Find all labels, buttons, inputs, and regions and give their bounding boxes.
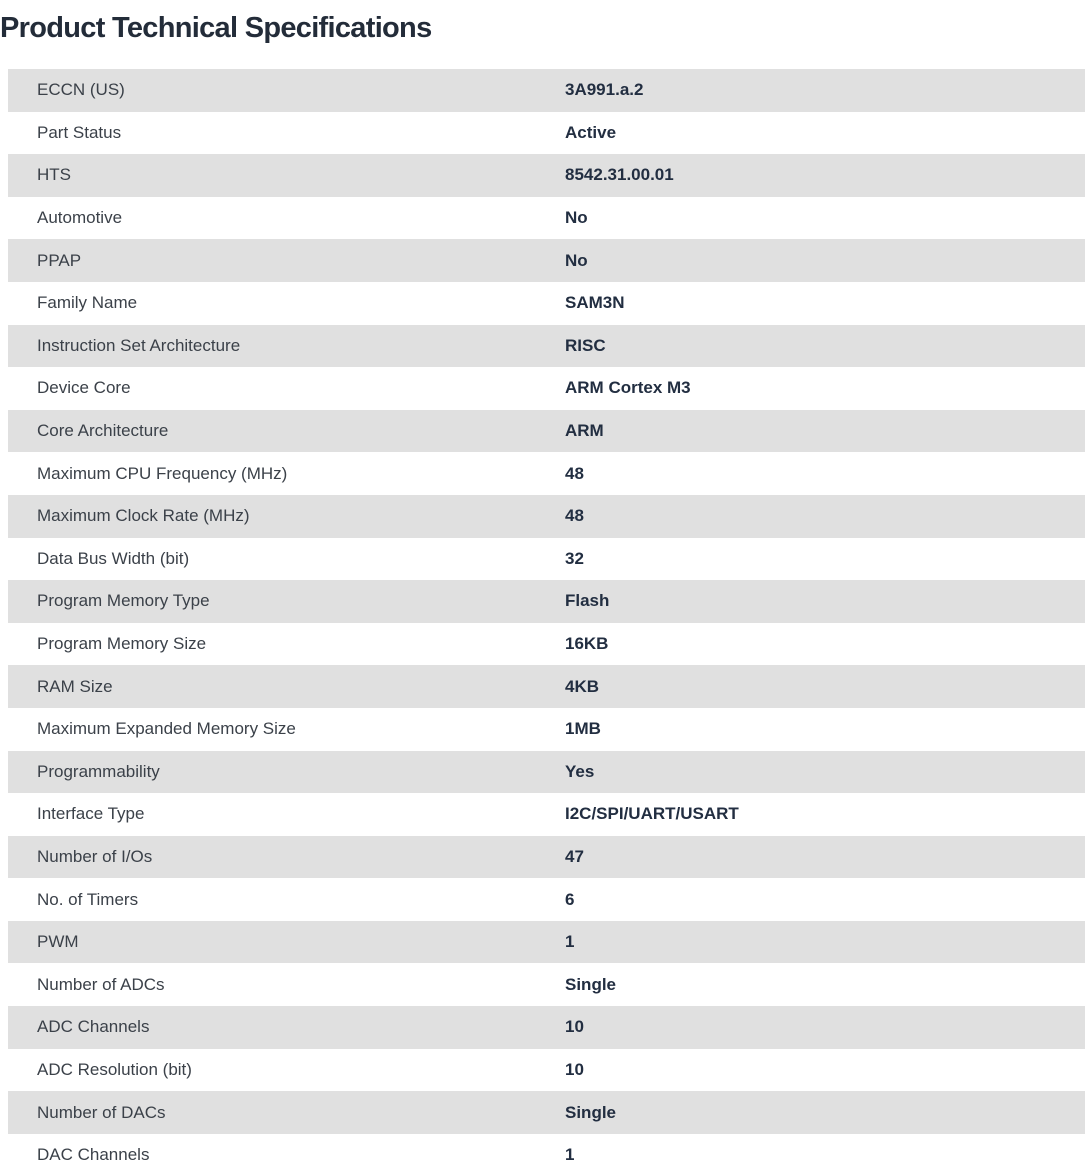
spec-row [8,836,1085,879]
page-title: Product Technical Specifications [0,12,432,44]
spec-row [8,1091,1085,1134]
spec-row [8,665,1085,708]
spec-label: Device Core [37,378,131,398]
spec-label: Program Memory Type [37,591,210,611]
spec-label: PPAP [37,250,82,270]
spec-row [8,1049,1085,1092]
spec-value: No [565,250,588,270]
spec-label: Number of I/Os [37,846,153,866]
spec-row [8,282,1085,325]
spec-label: ADC Resolution (bit) [37,1059,192,1079]
spec-label: Part Status [37,122,122,142]
spec-value: No [565,208,588,228]
spec-label: PWM [37,932,79,952]
spec-row [8,708,1085,751]
spec-label: Data Bus Width (bit) [37,548,190,568]
spec-value: Single [565,974,617,994]
spec-row [8,878,1085,921]
spec-label: RAM Size [37,676,113,696]
spec-row [8,154,1085,197]
spec-label: Core Architecture [37,421,169,441]
spec-label: Instruction Set Architecture [37,335,241,355]
spec-value: Flash [565,591,610,611]
spec-label: Programmability [37,761,160,781]
spec-value: 1MB [565,719,601,739]
spec-label: Program Memory Size [37,634,207,654]
spec-value: Yes [565,761,595,781]
spec-label: No. of Timers [37,889,139,909]
spec-value: 1 [565,932,575,952]
spec-value: Active [565,122,617,142]
spec-value: Single [565,1102,617,1122]
spec-row [8,239,1085,282]
spec-row [8,452,1085,495]
spec-row [8,325,1085,368]
spec-label: Maximum CPU Frequency (MHz) [37,463,288,483]
spec-value: SAM3N [565,293,625,313]
spec-label: HTS [37,165,71,185]
spec-row [8,538,1085,581]
spec-label: Interface Type [37,804,145,824]
spec-row [8,1134,1085,1172]
spec-row [8,963,1085,1006]
spec-label: Automotive [37,208,123,228]
spec-row [8,410,1085,453]
spec-label: Maximum Clock Rate (MHz) [37,506,250,526]
spec-row [8,921,1085,964]
spec-label: Number of ADCs [37,974,165,994]
spec-value: 4KB [565,676,600,696]
spec-row [8,197,1085,240]
spec-row [8,112,1085,155]
spec-value: I2C/SPI/UART/USART [565,804,739,824]
spec-value: 8542.31.00.01 [565,165,674,185]
spec-table [8,69,1085,1172]
spec-label: Family Name [37,293,138,313]
spec-value: 1 [565,1145,575,1165]
spec-value: 6 [565,889,575,909]
spec-label: Maximum Expanded Memory Size [37,719,296,739]
spec-value: 47 [565,846,584,866]
spec-row [8,495,1085,538]
spec-row [8,623,1085,666]
spec-value: ARM Cortex M3 [565,378,691,398]
spec-row [8,580,1085,623]
spec-value: 48 [565,506,584,526]
spec-row [8,367,1085,410]
spec-row [8,1006,1085,1049]
spec-label: ECCN (US) [37,80,125,100]
spec-label: ADC Channels [37,1017,150,1037]
spec-value: ARM [565,421,604,441]
spec-label: Number of DACs [37,1102,166,1122]
spec-value: RISC [565,335,606,355]
spec-value: 3A991.a.2 [565,80,644,100]
spec-value: 32 [565,548,584,568]
spec-value: 16KB [565,634,609,654]
spec-row [8,793,1085,836]
spec-value: 10 [565,1017,584,1037]
spec-value: 48 [565,463,584,483]
spec-label: DAC Channels [37,1145,150,1165]
spec-value: 10 [565,1059,584,1079]
spec-row [8,751,1085,794]
spec-row [8,69,1085,112]
